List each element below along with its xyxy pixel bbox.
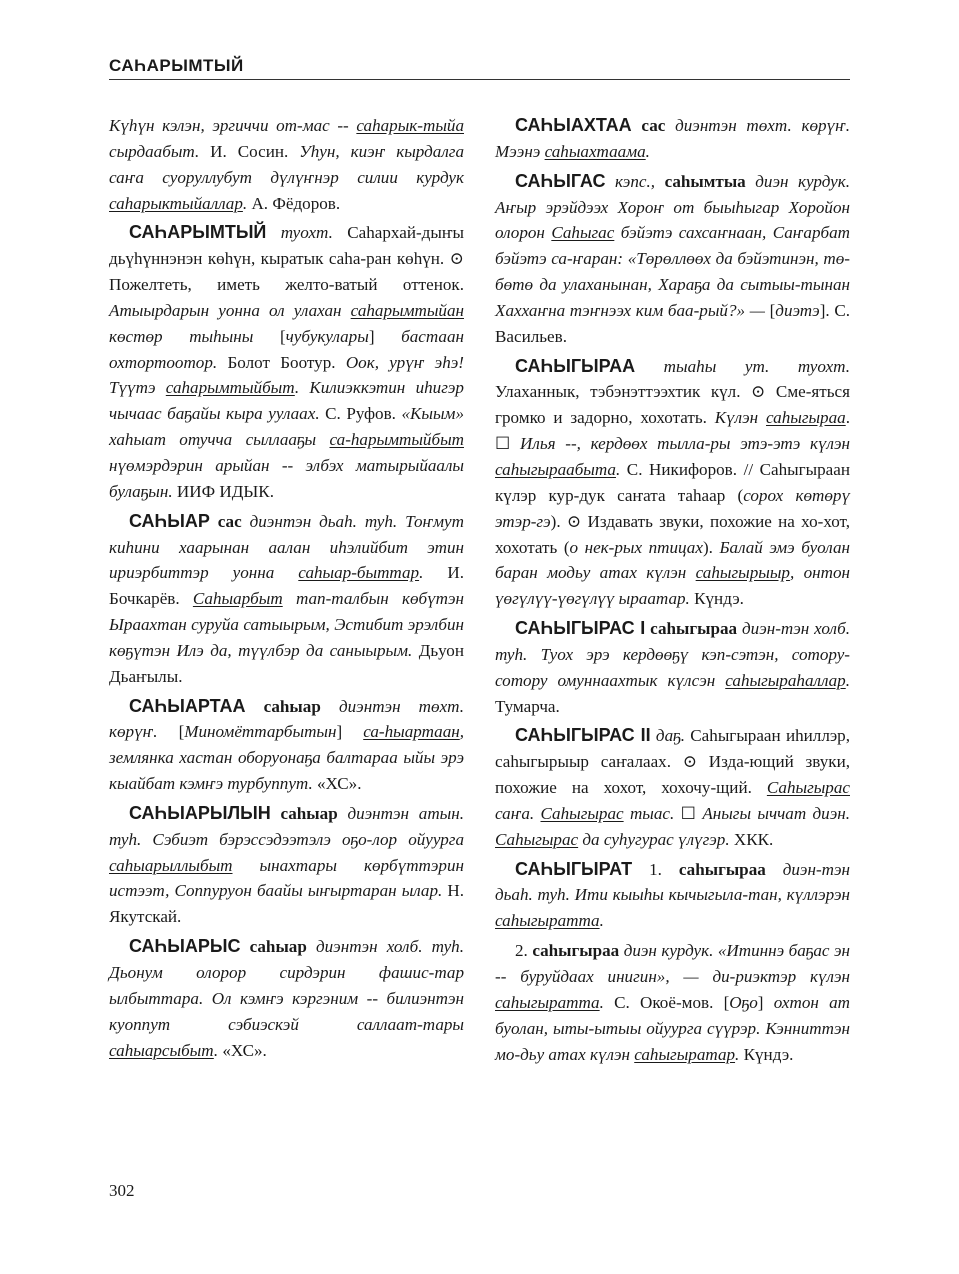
text: Күһүн кэлэн, эргиччи от-мас -- <box>109 116 357 135</box>
text: ]. <box>819 300 830 320</box>
example-word: саһарык-тыйа <box>356 116 464 135</box>
example-word: саһыгыратта <box>495 992 600 1012</box>
source: Болот Боотур. <box>217 352 346 372</box>
text: . <box>599 911 604 931</box>
example: охтон ат буолан, ыты-ытыы ойуурга сүүрэр. Кэнниттэн мо-дьу атах күлэн <box>495 992 851 1064</box>
page-number: 302 <box>109 1181 135 1200</box>
example: Мээнэ <box>495 141 545 161</box>
dictionary-entry <box>109 220 464 504</box>
definition: Саһыгыраан иһиллэр, саһыгырыыр саҥалаах. ⊙ Изда-ющий звуки, похожие на хохот, хохочу-щий. <box>495 726 851 798</box>
text: ☐ <box>674 803 703 823</box>
source: С. Окоё-мов. [ <box>603 992 730 1012</box>
entry-continuation <box>109 113 464 216</box>
base-word: саһыгыраа <box>661 859 766 879</box>
example: «Итиннэ баҕас эн -- буруйдаах инигин», — ди-риэктэр күлэн <box>495 941 850 986</box>
dictionary-entry <box>495 169 850 350</box>
example-word: саһарымтыйбыт <box>165 378 295 398</box>
grammar: диэнтэн төхт. көрүҥ. <box>665 116 850 135</box>
text: [ <box>157 722 185 742</box>
text: ] <box>757 992 774 1012</box>
example-word: саһыгыраа <box>766 408 846 428</box>
base-word: сас <box>631 116 666 135</box>
text: [ <box>279 326 286 346</box>
source: Н. Якутскай. <box>109 881 464 927</box>
text: ). <box>702 537 720 557</box>
source: Күндэ. <box>689 589 744 609</box>
example: чубукулары <box>285 326 369 346</box>
dictionary-entry <box>109 801 464 930</box>
example: көстөр тыһыны <box>109 326 280 346</box>
example: Ити кыыһы кычыгыла-тан, күллэрэн <box>574 885 850 905</box>
text: . <box>419 563 424 583</box>
grammar: диэнтэн холб. туһ. <box>306 937 464 957</box>
example: о нек-рых птицах <box>569 537 703 557</box>
definition: Саһархай-дыҥы дьүһүннэнэн көһүн, кыратык саһа-ран көһүн. ⊙ Пожелтеть, иметь желто-ватый оттенок. <box>109 223 464 295</box>
source: И. Сосин. <box>199 141 300 161</box>
dictionary-entry <box>495 616 850 719</box>
definition: Улаханнык, тэбэнэттээхтик күл. ⊙ Сме-яться громко и задорно, хохотать. <box>495 382 850 428</box>
example: Сэбиэт бэрэссэдээтэлэ оҕо-лор ойуурга <box>152 829 464 849</box>
example-word: саһыгыратта <box>495 911 600 931</box>
example-word: са-һыартаан <box>363 722 460 742</box>
headword: САҺЫГЫРАА <box>515 355 636 376</box>
dictionary-entry <box>495 354 850 612</box>
dictionary-entry <box>109 934 464 1063</box>
dictionary-entry <box>495 857 850 935</box>
example-word: саһыарыллыбыт <box>109 855 233 875</box>
example-word: Саһыгырас <box>540 803 624 823</box>
text: . <box>213 1040 219 1060</box>
example: Тоҥмут киһини хаарынан аалан иһэлийбит этин ириэрбиттэр уонна <box>109 511 464 583</box>
grammar: диэнтэн атын. туһ. <box>109 803 464 849</box>
text: [ <box>769 300 776 320</box>
source: И. Бочкарёв. <box>109 563 464 609</box>
example: . Килиэккэтин иһигэр чычаас баҕайы кыра уулаах. <box>109 378 464 424</box>
example-word: Саһыгырас <box>766 778 850 798</box>
example: , землянка хастан оборуонаҕа балтараа ыйы эрэ кыайбат кэмҥэ турбуппут. <box>109 722 465 794</box>
example: диэтэ <box>775 300 820 320</box>
headword: САҺЫГЫРАС II <box>515 725 651 746</box>
dictionary-entry <box>109 509 464 690</box>
text: ] <box>336 722 364 742</box>
dictionary-entry <box>495 723 850 852</box>
example-word: Саһыгырас <box>495 829 579 849</box>
headword: САҺЫАР <box>129 510 210 531</box>
grammar: диэнтэн дьаһ. туһ. <box>241 511 406 531</box>
page-header <box>109 56 850 80</box>
example-word: саһыгыратар <box>634 1044 736 1064</box>
text: сырдаабыт. <box>109 141 200 161</box>
grammar: диэн курдук. <box>745 171 851 191</box>
example-word: саһыгыраабыта <box>495 459 616 479</box>
left-column <box>109 113 464 1067</box>
grammar: диэн курдук. <box>619 941 718 961</box>
dictionary-entry <box>109 694 464 797</box>
example-word: саһарыктыйаллар <box>109 193 243 213</box>
text: . <box>735 1044 740 1064</box>
example: сорох көтөрү этэр-гэ <box>495 485 850 531</box>
example: Күлэн <box>714 408 766 428</box>
headword: САҺЫАХТАА <box>515 115 632 135</box>
headword: САҺЫАРТАА <box>129 695 246 716</box>
example-word: са-һарымтыйбыт <box>329 430 464 450</box>
base-word: саһымтыа <box>655 171 746 191</box>
text: . <box>845 670 850 690</box>
source: С. Васильев. <box>495 300 850 346</box>
grammar: диэнтэн төхт. көрүҥ. <box>109 696 464 742</box>
example: бэйэтэ сахсаҥнаан, Саҥарбат бэйэтэ са-ҥаран: «Төрөллөөх да бэйэтинэн, тө-бөтө да улаханынан, Хараҕа да сытыы-тынан Хаххаҥна тэҥнээх ким баа-рый?» — <box>495 223 850 320</box>
base-word: саһыгыраа <box>645 619 738 639</box>
example: Туох эрэ кердөөҕү кэп-сэтэн, сотору-сотору омуннаахтык күлсэн <box>495 644 850 690</box>
header-rule <box>109 79 850 80</box>
example: нүөмэрдэрин арыйан -- элбэх матырыйаалы булаҕын. <box>109 455 464 501</box>
text: . <box>615 459 621 479</box>
example: саҥа. <box>495 803 541 823</box>
headword: САҺАРЫМТЫЙ <box>129 222 267 243</box>
base-word: сас <box>209 511 242 531</box>
source: Күндэ. <box>739 1044 794 1064</box>
source: «ХС». <box>218 1040 267 1060</box>
text: . <box>242 193 248 213</box>
example: Атыырдарын уонна ол улахан <box>109 300 351 320</box>
dictionary-sense <box>495 938 850 1067</box>
text: Уһун, киэҥ кырдалга саҥа суоруллубут дүлүҥнэр силии курдук <box>109 141 464 187</box>
source: А. Фёдоров. <box>247 193 341 213</box>
example: ынахтары көрбүттэрин истээт, Соппуруон баайы ыҥыртаран ылар. <box>109 855 464 901</box>
example: Балай эмэ буолан баран модьу атах күлэн <box>495 537 850 583</box>
base-word: саһыар <box>240 937 307 957</box>
text: . ☐ <box>495 408 850 454</box>
example: тыас. <box>623 803 675 823</box>
text: ] <box>368 326 375 346</box>
source: С. Руфов. <box>319 404 402 424</box>
example-word: саһарымтыйан <box>350 300 464 320</box>
headword: САҺЫГАС <box>515 170 606 191</box>
definition: С. Никифоров. // Саһыгыраан күлэр кур-дук саҥата таһаар ( <box>495 459 850 505</box>
headword: САҺЫГЫРАС I <box>515 618 646 639</box>
headword: САҺЫАРЫЛЫН <box>129 802 271 823</box>
example: Оок, урүҥ эһэ! Түүтэ <box>109 352 464 398</box>
text: . <box>645 141 650 161</box>
example: Миномёттарбытын <box>184 722 337 742</box>
base-word: саһыар <box>245 696 321 716</box>
source: ИИФ ИДЫК. <box>172 481 274 501</box>
base-word: саһыар <box>270 803 338 823</box>
example: да суһугурас үлүгэр. <box>578 829 730 849</box>
example: Дьонум олорор сирдэрин фашис-тар ылбыттара. Ол кэмҥэ кэргэним -- билиэнтэн куоппут сэбиэскэй саллаат-тары <box>109 963 464 1034</box>
grammar: диэн-тэн дьаһ. туһ. <box>495 859 851 905</box>
definition: ). ⊙ Издавать звуки, похожие на хо-хот, хохотать ( <box>495 511 850 557</box>
example-word: саһыар-быттар <box>298 563 420 583</box>
part-of-speech: даҕ. <box>650 726 685 746</box>
example: Оҕо <box>729 992 758 1012</box>
example-word: Саһыгас <box>551 223 615 243</box>
part-of-speech: кэпс., <box>605 171 656 191</box>
example-word: саһыгыраһаллар <box>725 670 846 690</box>
example-word: саһыахтаама <box>544 141 646 161</box>
sense-number: 2. <box>515 941 528 961</box>
sense-number: 1. <box>632 859 662 879</box>
part-of-speech: туохт. <box>266 223 333 243</box>
source: ХКК. <box>729 829 774 849</box>
right-column <box>495 113 850 1071</box>
example-word: саһыгырыыр <box>695 563 790 583</box>
example: Аҥыр эрэйдээх Хороҥ от быыһыгар Хоройон олорон <box>495 197 850 243</box>
example: тап-талбын көбүтэн Ыраахтан суруйа сатыырым, Эстибит эрэлбин көҕүтэн Илэ да, түүлбэр да саныырым. <box>109 589 465 660</box>
example-word: Саһыарбыт <box>192 589 283 609</box>
example: , онтон үөгүлүү-үөгүлүү ыраатар. <box>495 563 850 609</box>
example: Аныгы ыччат диэн. <box>702 803 851 823</box>
dictionary-entry <box>495 113 850 165</box>
headword: САҺЫГЫРАТ <box>515 858 633 879</box>
source: Тумарча. <box>495 696 560 716</box>
example: «Кыым» хаһыат отучча сыллааҕы <box>109 404 464 450</box>
base-word: саһыгыраа <box>527 941 620 961</box>
running-title: САҺАРЫМТЫЙ <box>109 56 244 75</box>
grammar: тыаһы ут. туохт. <box>635 356 850 376</box>
example-word: саһыарсыбыт <box>109 1040 214 1060</box>
source: Дьуон Дьаҥылы. <box>109 640 464 686</box>
example: бастаан охтортоотор. <box>109 326 465 372</box>
headword: САҺЫАРЫС <box>129 936 241 957</box>
example: Илья --, кердөөх тылла-ры этэ-этэ күлэн <box>520 434 850 454</box>
source: «ХС». <box>312 774 362 794</box>
text: . <box>599 992 604 1012</box>
grammar: диэн-тэн холб. туһ. <box>495 619 850 664</box>
